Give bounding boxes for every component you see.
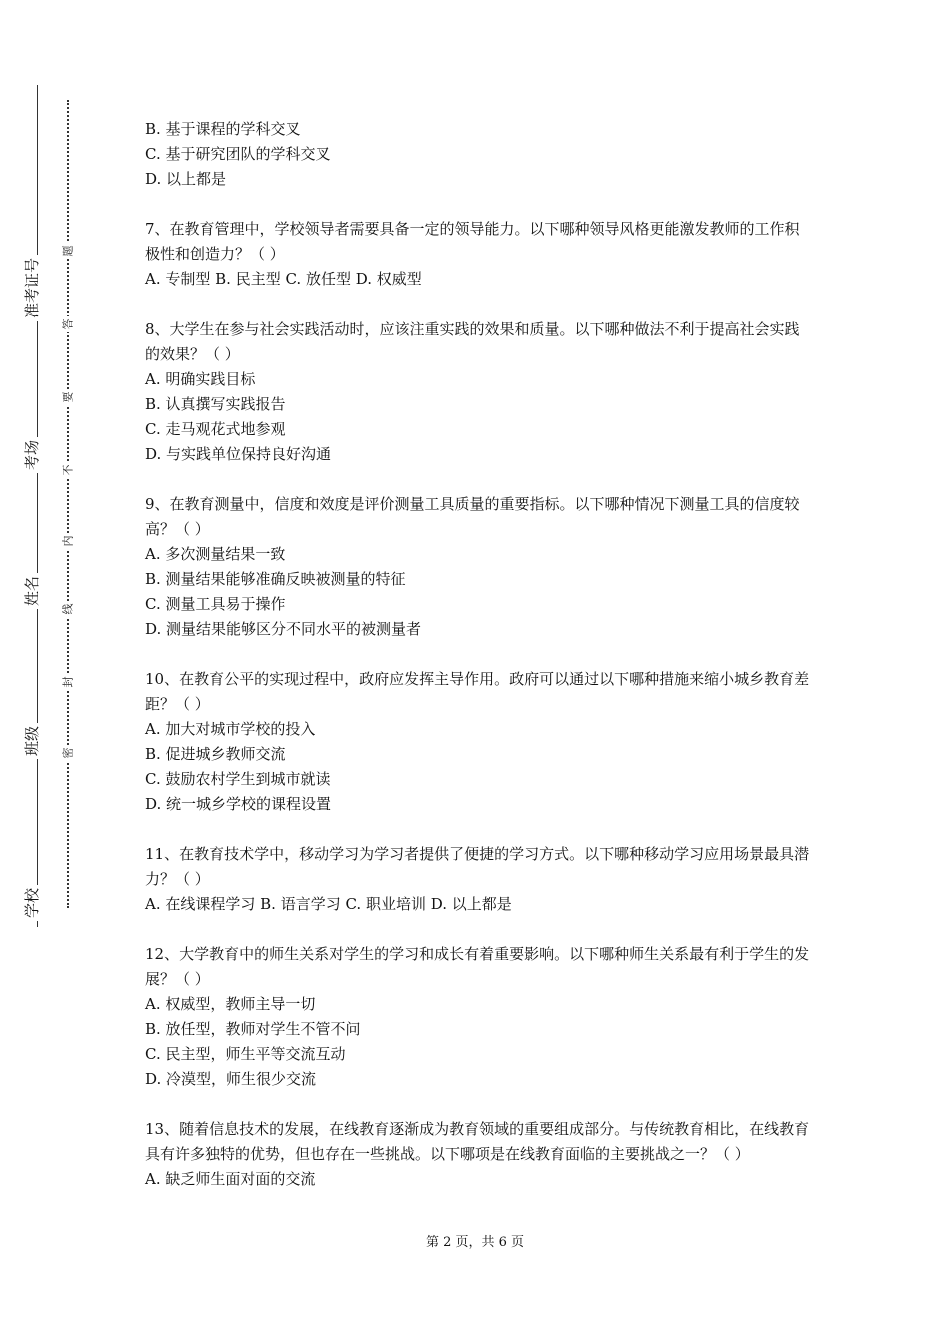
option: A. 权威型，教师主导一切 xyxy=(145,995,316,1013)
question-stem: 7、在教育管理中，学校领导者需要具备一定的领导能力。以下哪种领导风格更能激发教师的工作积极性和创造力？（ ） xyxy=(145,220,800,263)
option: C. 民主型，师生平等交流互动 xyxy=(145,1045,346,1063)
option: B. 基于课程的学科交叉 xyxy=(145,120,301,138)
option: A. 多次测量结果一致 xyxy=(145,545,286,563)
side-field-exam-room: 考场 xyxy=(20,437,54,497)
question-content xyxy=(145,117,810,1192)
question-13 xyxy=(145,1117,810,1192)
question-11 xyxy=(145,842,810,917)
option: C. 基于研究团队的学科交叉 xyxy=(145,145,331,163)
question-stem: 11、在教育技术学中，移动学习为学习者提供了便捷的学习方式。以下哪种移动学习应用场景最具潜力？（ ） xyxy=(145,845,810,888)
option: A. 缺乏师生面对面的交流 xyxy=(145,1170,316,1188)
question-7 xyxy=(145,217,810,292)
seal-word: 要 xyxy=(58,389,78,405)
seal-word: 题 xyxy=(58,243,78,259)
seal-word: 密 xyxy=(58,745,78,761)
side-field-name: 姓名 xyxy=(20,573,54,633)
option: C. 测量工具易于操作 xyxy=(145,595,286,613)
side-field-class: 班级 xyxy=(20,723,54,783)
option: B. 认真撰写实践报告 xyxy=(145,395,286,413)
option: A. 在线课程学习 B. 语言学习 C. 职业培训 D. 以上都是 xyxy=(145,895,512,913)
question-stem: 8、大学生在参与社会实践活动时，应该注重实践的效果和质量。以下哪种做法不利于提高社会实践的效果？（ ） xyxy=(145,320,800,363)
question-8 xyxy=(145,317,810,467)
option: D. 冷漠型，师生很少交流 xyxy=(145,1070,317,1088)
question-10 xyxy=(145,667,810,817)
option: A. 加大对城市学校的投入 xyxy=(145,720,316,738)
question-stem: 12、大学教育中的师生关系对学生的学习和成长有着重要影响。以下哪种师生关系最有利于学生的发展？（ ） xyxy=(145,945,810,988)
question-stem: 9、在教育测量中，信度和效度是评价测量工具质量的重要指标。以下哪种情况下测量工具的信度较高？（ ） xyxy=(145,495,800,538)
option: B. 促进城乡教师交流 xyxy=(145,745,286,763)
option: C. 走马观花式地参观 xyxy=(145,420,286,438)
option: B. 放任型，教师对学生不管不问 xyxy=(145,1020,361,1038)
seal-dotted-line xyxy=(67,100,69,908)
option: D. 与实践单位保持良好沟通 xyxy=(145,445,332,463)
option: D. 统一城乡学校的课程设置 xyxy=(145,795,332,813)
seal-word: 内 xyxy=(58,533,78,549)
side-field-school: 学校 xyxy=(20,885,54,945)
question-12 xyxy=(145,942,810,1092)
option: D. 测量结果能够区分不同水平的被测量者 xyxy=(145,620,422,638)
option: A. 专制型 B. 民主型 C. 放任型 D. 权威型 xyxy=(145,270,422,288)
option: C. 鼓励农村学生到城市就读 xyxy=(145,770,331,788)
page-number: 第 2 页，共 6 页 xyxy=(425,1235,525,1250)
seal-word: 答 xyxy=(58,316,78,332)
question-stem: 10、在教育公平的实现过程中，政府应发挥主导作用。政府可以通过以下哪种措施来缩小城乡教育差距？（ ） xyxy=(145,670,810,713)
option: B. 测量结果能够准确反映被测量的特征 xyxy=(145,570,406,588)
question-stem: 13、随着信息技术的发展，在线教育逐渐成为教育领域的重要组成部分。与传统教育相比，在线教育具有许多独特的优势，但也存在一些挑战。以下哪项是在线教育面临的主要挑战之一？（ ） xyxy=(145,1120,810,1163)
option: A. 明确实践目标 xyxy=(145,370,256,388)
seal-word: 线 xyxy=(58,601,78,617)
continued-options xyxy=(145,117,810,192)
option: D. 以上都是 xyxy=(145,170,227,188)
seal-word: 不 xyxy=(58,462,78,478)
binding-solid-line xyxy=(37,85,38,927)
side-field-exam-number: 准考证号 xyxy=(20,255,54,315)
question-9 xyxy=(145,492,810,642)
seal-word: 封 xyxy=(58,674,78,690)
